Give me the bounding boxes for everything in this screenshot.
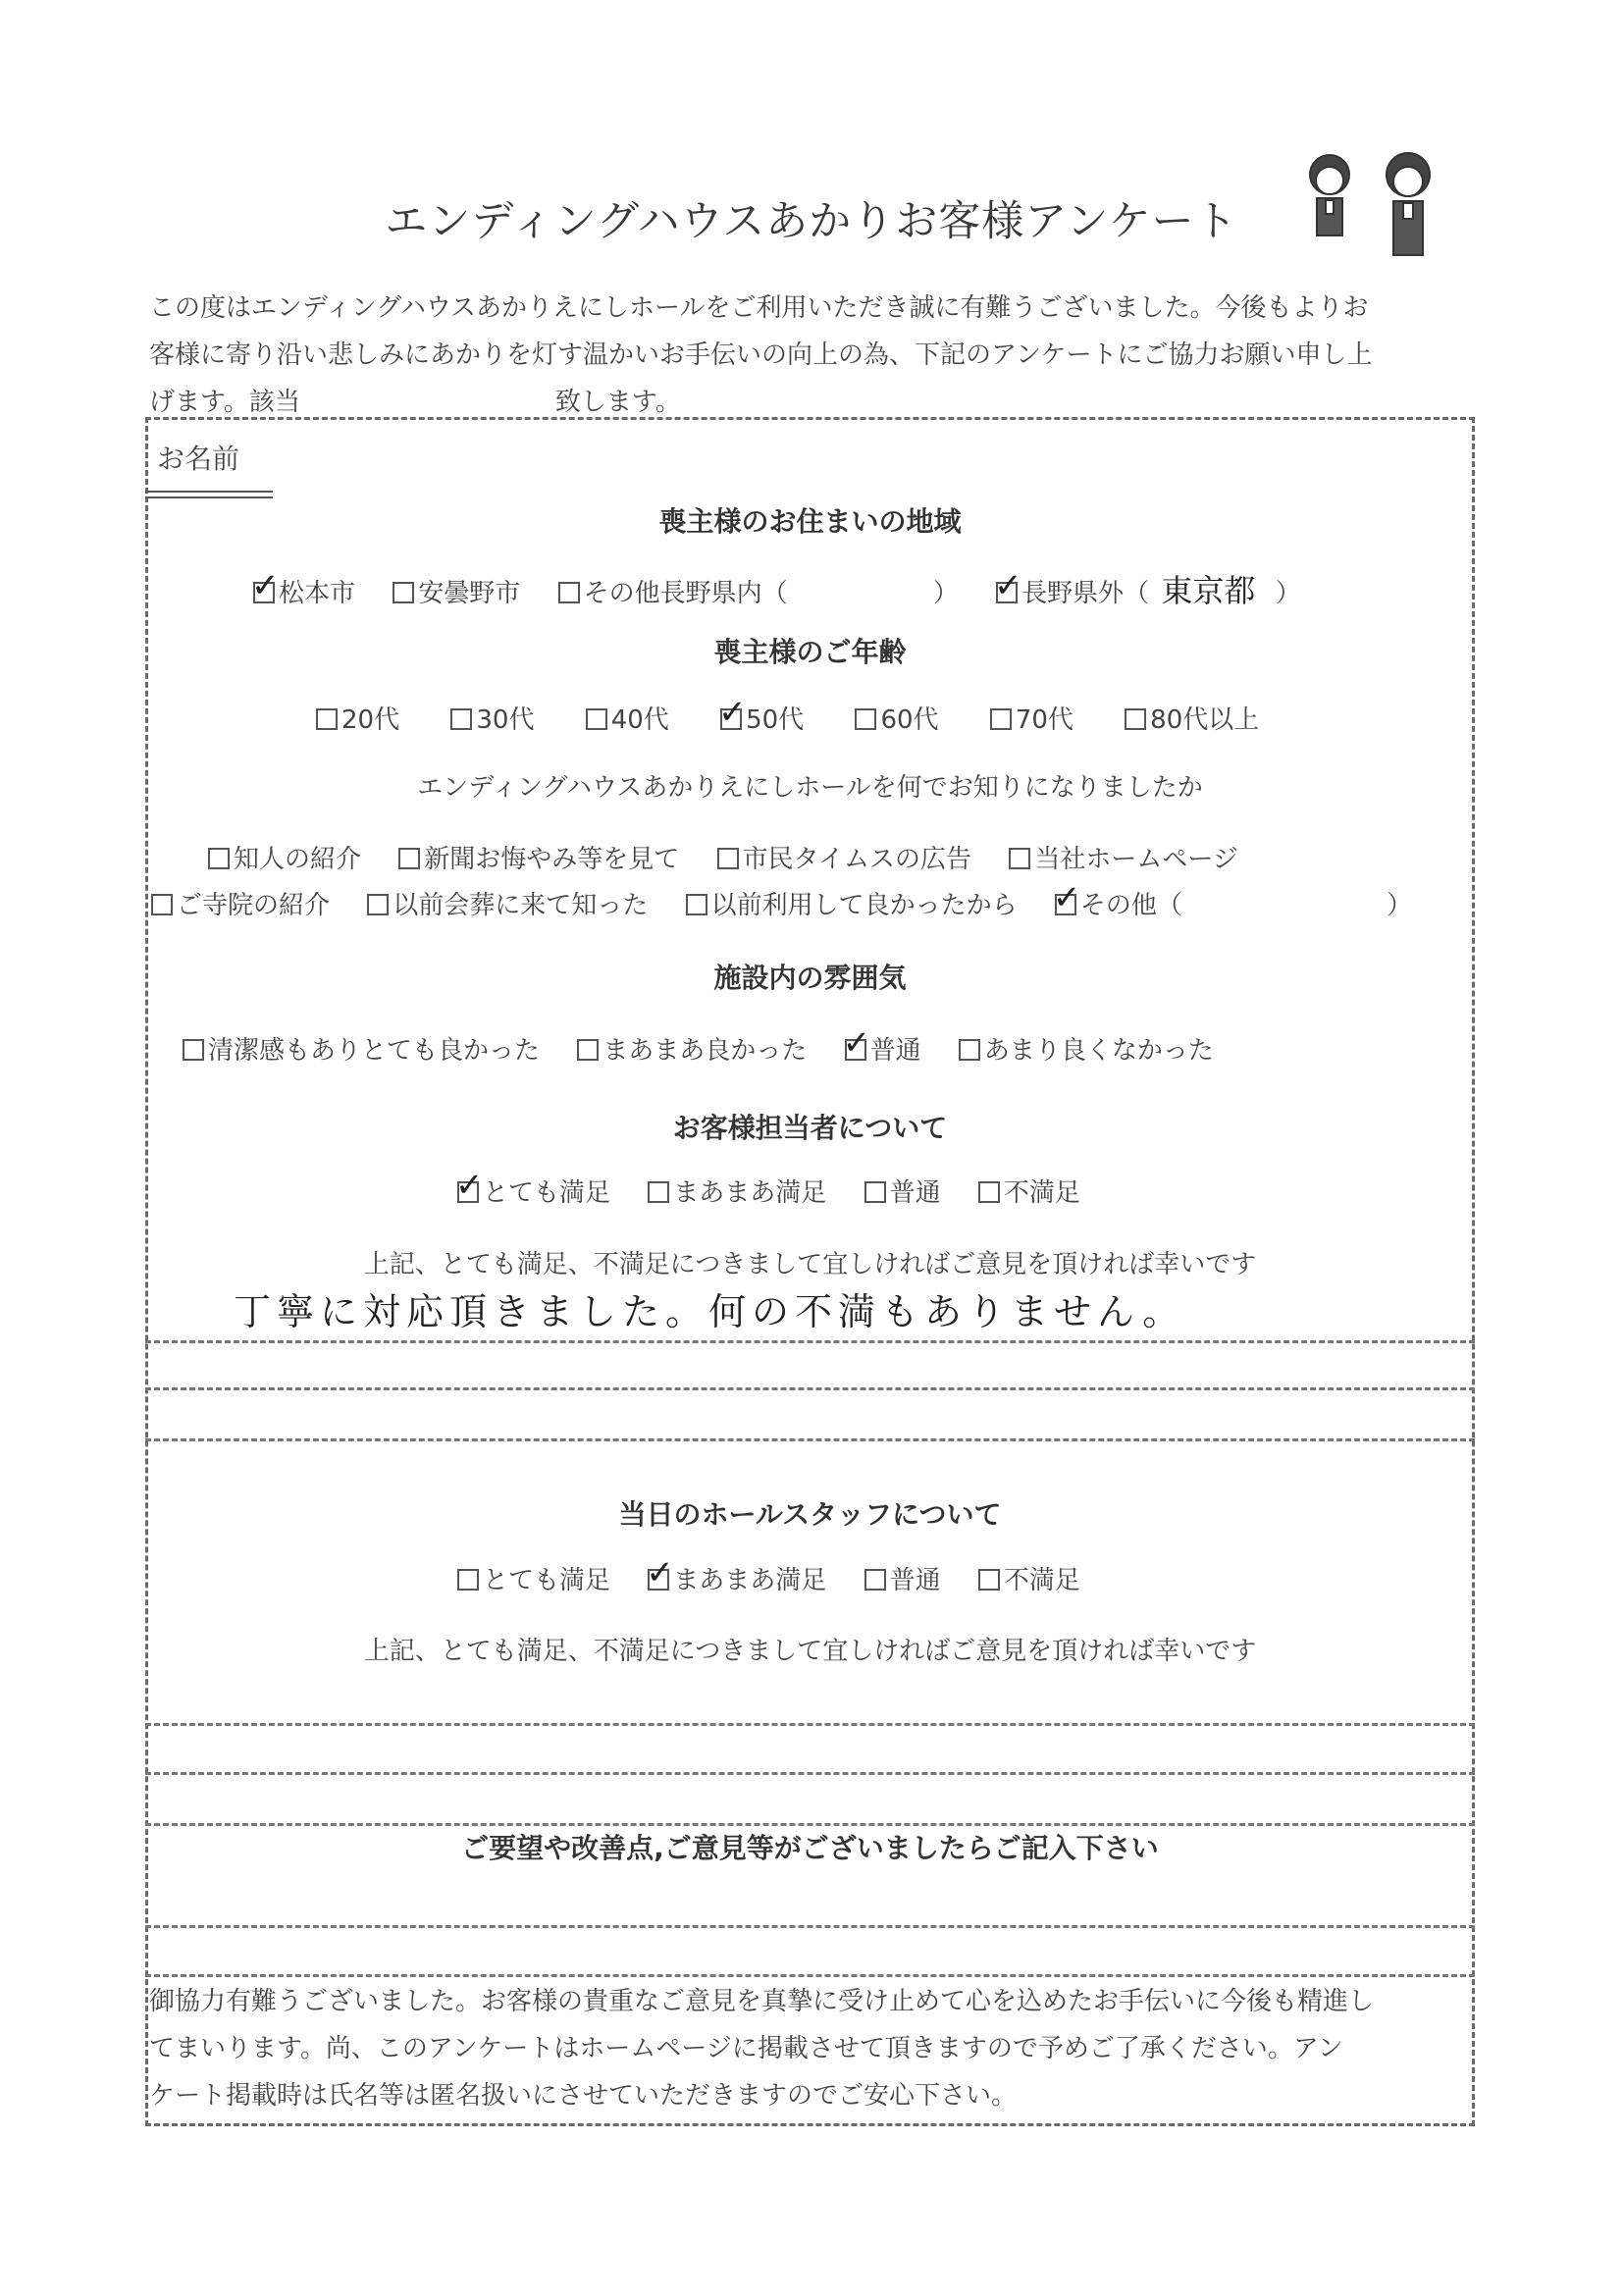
requests-section-title: ご要望や改善点,ご意見等がございましたらご記入下さい — [461, 1832, 1159, 1864]
area-option-outside-nagano[interactable] — [994, 566, 1150, 609]
hall-staff-comment-prompt: 上記、とても満足、不満足につきまして宜しければご意見を頂ければ幸いです — [363, 1637, 1257, 1666]
check-mark-icon: ✓ — [994, 566, 1022, 605]
intro-line: この度はエンディングハウスあかりえにしホールをご利用いただき誠に有難うございました。今後もよりお — [149, 293, 1369, 323]
checkbox[interactable] — [959, 1039, 980, 1061]
checkbox[interactable] — [151, 894, 173, 915]
comment-line — [145, 1438, 1475, 1441]
checkbox[interactable] — [646, 1553, 674, 1592]
staff-option[interactable] — [648, 1173, 826, 1209]
option-label: 新聞お悔やみ等を見て — [424, 845, 680, 874]
checkbox[interactable] — [648, 1181, 669, 1203]
age-option[interactable] — [990, 700, 1073, 736]
source-option[interactable] — [686, 885, 1018, 921]
check-mark-icon: ✓ — [251, 566, 280, 605]
staff-option[interactable] — [978, 1173, 1080, 1209]
option-label: 50代 — [746, 705, 805, 735]
source-option[interactable] — [398, 839, 679, 875]
source-option[interactable] — [367, 885, 648, 921]
intro-line: 客様に寄り沿い悲しみにあかりを灯す温かいお手伝いの向上の為、下記のアンケートにご協力お願い申し上 — [149, 340, 1373, 370]
option-label: とても満足 — [483, 1178, 611, 1208]
checkbox[interactable] — [1125, 708, 1146, 730]
option-label: 以前利用して良かったから — [710, 891, 1018, 920]
checkbox[interactable] — [978, 1569, 1000, 1591]
hall-staff-option[interactable] — [646, 1553, 827, 1596]
intro-paragraph — [149, 285, 1474, 426]
checkbox[interactable] — [978, 1181, 1000, 1203]
handwritten-prefecture: 東京都 — [1161, 572, 1256, 609]
age-section-title: 喪主様のご年齢 — [713, 636, 907, 668]
option-label: 知人の紹介 — [234, 845, 362, 874]
checkbox[interactable] — [558, 582, 580, 603]
comment-line — [145, 1723, 1475, 1726]
source-option[interactable] — [717, 839, 971, 875]
option-label: 安曇野市 — [418, 579, 521, 608]
check-mark-icon: ✓ — [646, 1553, 674, 1592]
source-option[interactable] — [1009, 839, 1237, 875]
age-options — [316, 693, 1288, 736]
option-label: 普通 — [889, 1178, 941, 1208]
area-option-paren: ） — [1275, 579, 1301, 608]
checkbox[interactable] — [183, 1039, 204, 1061]
checkbox[interactable] — [717, 848, 739, 869]
area-section-title: 喪主様のお住まいの地域 — [658, 505, 962, 538]
source-options-row1 — [208, 839, 1268, 875]
option-label: 普通 — [889, 1566, 941, 1595]
checkbox[interactable] — [450, 708, 472, 730]
checkbox[interactable] — [208, 848, 230, 869]
name-underline — [145, 496, 273, 498]
option-label: まあまあ満足 — [673, 1566, 827, 1595]
option-label: 70代 — [1015, 705, 1073, 735]
hall-staff-option[interactable] — [864, 1560, 941, 1596]
option-label: 清潔感もありとても良かった — [208, 1036, 541, 1066]
atmosphere-option[interactable] — [577, 1030, 807, 1067]
staff-illustration-icon — [1295, 147, 1442, 265]
checkbox[interactable] — [367, 894, 389, 915]
comment-line — [145, 1823, 1475, 1826]
checkbox[interactable] — [990, 708, 1012, 730]
check-mark-icon: ✓ — [455, 1166, 484, 1205]
checkbox[interactable] — [457, 1569, 479, 1591]
source-question: エンディングハウスあかりえにしホールを何でお知りになりましたか — [417, 773, 1203, 803]
option-label: 40代 — [610, 705, 669, 735]
option-label: 80代以上 — [1150, 705, 1260, 735]
checkbox[interactable] — [577, 1039, 599, 1061]
atmosphere-option[interactable] — [183, 1030, 540, 1067]
page-title: エンディングハウスあかりお客様アンケート — [385, 197, 1238, 246]
option-label: ご寺院の紹介 — [177, 891, 331, 920]
comment-line — [145, 1925, 1475, 1928]
comment-line — [145, 1772, 1475, 1775]
age-option[interactable] — [316, 700, 399, 736]
checkbox[interactable] — [1009, 848, 1030, 869]
option-label: 普通 — [869, 1036, 921, 1066]
atmosphere-option[interactable] — [959, 1030, 1214, 1067]
check-mark-icon: ✓ — [718, 693, 747, 732]
option-label: 30代 — [476, 705, 535, 735]
check-mark-icon: ✓ — [1052, 878, 1081, 917]
option-label: あまり良くなかった — [983, 1036, 1214, 1066]
option-label: とても満足 — [483, 1566, 611, 1595]
option-label: その他（ — [1079, 891, 1182, 920]
atmosphere-options — [183, 1023, 1243, 1067]
closing-line: ケート掲載時は氏名等は匿名扱いにさせていただきますのでご安心下さい。 — [149, 2081, 1018, 2111]
option-label: 以前会葬に来て知った — [393, 891, 649, 920]
age-option[interactable] — [450, 700, 534, 736]
name-label: お名前 — [157, 443, 240, 475]
checkbox[interactable] — [455, 1166, 484, 1205]
age-option[interactable] — [718, 693, 805, 736]
check-mark-icon: ✓ — [842, 1023, 871, 1063]
staff-option[interactable] — [455, 1166, 611, 1209]
closing-line: てまいります。尚、このアンケートはホームページに掲載させて頂きますので予めご了承ください。アン — [149, 2034, 1343, 2063]
hall-staff-options — [457, 1553, 1110, 1596]
atmosphere-option[interactable] — [842, 1023, 921, 1067]
option-label: 20代 — [341, 705, 400, 735]
checkbox[interactable] — [855, 708, 876, 730]
option-label: 60代 — [880, 705, 939, 735]
source-option-other[interactable] — [1052, 878, 1182, 921]
closing-paragraph — [149, 1978, 1474, 2119]
checkbox[interactable] — [251, 566, 280, 605]
checkbox[interactable] — [718, 693, 747, 732]
checkbox[interactable] — [994, 566, 1022, 605]
closing-line: 御協力有難うございました。お客様の貴重なご意見を真摯に受け止めて心を込めたお手伝いに今後も精進し — [149, 1987, 1375, 2016]
checkbox[interactable] — [316, 708, 338, 730]
option-label: その他長野県内（ — [583, 579, 788, 608]
intro-line: げます。該当 致します。 — [149, 388, 681, 417]
area-option-matsumoto[interactable] — [251, 566, 356, 609]
option-label: まあまあ良かった — [602, 1036, 808, 1066]
comment-line — [145, 1974, 1475, 1977]
area-option-other-nagano[interactable] — [558, 573, 788, 609]
option-label: 当社ホームページ — [1034, 845, 1238, 874]
staff-section-title: お客様担当者について — [672, 1112, 948, 1144]
age-option[interactable] — [855, 700, 938, 736]
option-label: まあまあ満足 — [673, 1178, 827, 1208]
staff-comment-prompt: 上記、とても満足、不満足につきまして宜しければご意見を頂ければ幸いです — [363, 1250, 1257, 1279]
option-label: 松本市 — [279, 579, 356, 608]
staff-option[interactable] — [864, 1173, 941, 1209]
checkbox[interactable] — [1052, 878, 1081, 917]
checkbox[interactable] — [586, 708, 607, 730]
checkbox[interactable] — [842, 1023, 871, 1063]
source-options-row2 — [151, 878, 1413, 921]
option-label: 不満足 — [1003, 1566, 1080, 1595]
hall-staff-option[interactable] — [978, 1560, 1080, 1596]
checkbox[interactable] — [864, 1569, 886, 1591]
area-option-azumino[interactable] — [393, 573, 520, 609]
comment-line — [145, 1340, 1475, 1343]
area-option-paren: ） — [932, 579, 959, 608]
age-option[interactable] — [1125, 700, 1259, 736]
source-option[interactable] — [151, 885, 330, 921]
checkbox[interactable] — [864, 1181, 886, 1203]
option-label: 長野県外（ — [1021, 579, 1150, 608]
source-option-paren: ） — [1387, 891, 1413, 920]
area-options — [253, 566, 1301, 611]
hall-staff-option[interactable] — [457, 1560, 610, 1596]
comment-line — [145, 1387, 1475, 1390]
name-underline — [145, 491, 273, 493]
checkbox[interactable] — [398, 848, 420, 869]
source-option[interactable] — [208, 839, 361, 875]
staff-handwritten-comment: 丁寧に対応頂きました。何の不満もありません。 — [234, 1290, 1186, 1333]
hall-staff-section-title: 当日のホールスタッフについて — [618, 1498, 1002, 1531]
checkbox[interactable] — [393, 582, 414, 603]
checkbox[interactable] — [686, 894, 707, 915]
option-label: 市民タイムスの広告 — [742, 845, 972, 874]
age-option[interactable] — [586, 700, 669, 736]
staff-options — [455, 1166, 1110, 1209]
atmosphere-section-title: 施設内の雰囲気 — [713, 962, 907, 994]
option-label: 不満足 — [1003, 1178, 1080, 1208]
